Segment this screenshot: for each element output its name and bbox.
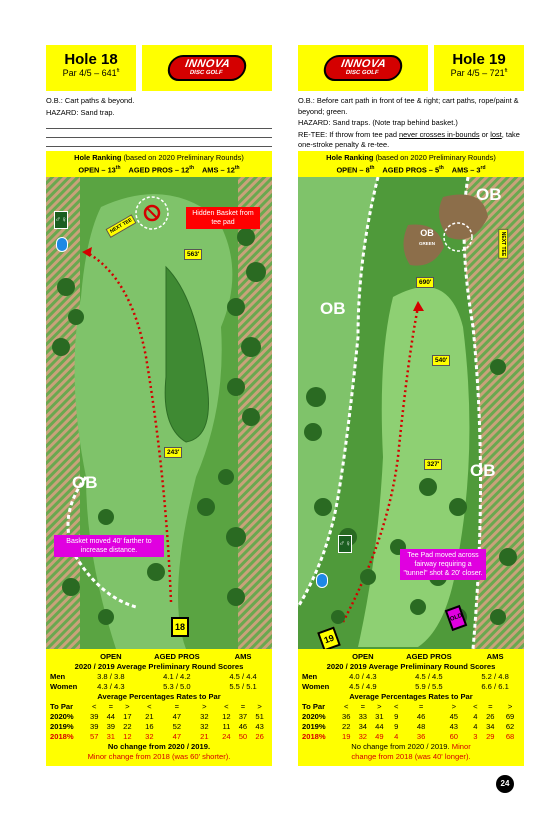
old-tee-pad: OLD: [445, 605, 468, 631]
rank-open: OPEN – 13: [78, 165, 116, 175]
hole-19-notes: [298, 96, 524, 151]
hole-19-stats: [298, 649, 524, 766]
hole-18-ranking: [46, 151, 272, 177]
col-ams: AMS: [234, 652, 252, 662]
hole-18-terrain: [46, 177, 272, 649]
water-icon: [56, 237, 68, 252]
women-aged: 5.3 / 5.0: [163, 682, 191, 692]
pct-cell: 9: [394, 722, 399, 732]
note-line: [46, 128, 272, 129]
note-line: [46, 137, 272, 138]
distance-563: 563': [184, 249, 202, 260]
pct-cell: 48: [416, 722, 426, 732]
pct-cell: 32: [145, 732, 154, 742]
women-label: Women: [302, 682, 330, 692]
pct-cell: 11: [222, 722, 231, 732]
rank-aged: AGED PROS – 12: [128, 165, 190, 175]
ranking-label: Hole Ranking: [74, 153, 122, 162]
tee-moved-note: Tee Pad moved across fairway requiring a "tunnel" shot & 20' closer.: [400, 549, 486, 580]
water-icon: [316, 573, 328, 588]
pct-cell: 60: [449, 732, 459, 742]
to-par-sym: >: [125, 702, 130, 712]
pct-cell: 39: [90, 712, 99, 722]
col-open: OPEN: [100, 652, 122, 662]
ob-label-right: OB: [470, 461, 496, 481]
hole-19-par: Par 4/5 – 721: [450, 68, 505, 78]
pct-cell: 34: [486, 722, 495, 732]
logo-word: INNOVA: [340, 58, 388, 70]
ranking-sub: (based on 2020 Preliminary Rounds): [123, 153, 244, 162]
to-par-sym: >: [507, 702, 513, 712]
hole-18-title: Hole 18: [64, 51, 118, 68]
pct-cell: 47: [172, 712, 182, 722]
rank-open: OPEN – 8: [336, 165, 370, 175]
to-par-sym: <: [344, 702, 349, 712]
pct-cell: 3: [473, 732, 478, 742]
pct-cell: 12: [123, 732, 132, 742]
hole-18-par-unit: ft: [116, 68, 120, 74]
pct-cell: 57: [90, 732, 99, 742]
innova-logo: [298, 45, 428, 91]
hole-19-header: [298, 45, 524, 91]
logo-sub: DISC GOLF: [345, 70, 379, 76]
pct-cell: 51: [255, 712, 264, 722]
pct-cell: 24: [222, 732, 231, 742]
hole-18-map: [46, 177, 272, 649]
pct-cell: 39: [90, 722, 99, 732]
men-ams: 4.5 / 4.4: [229, 672, 257, 682]
pct-cell: 43: [255, 722, 264, 732]
to-par-sym: =: [488, 702, 493, 712]
hole-18-hazard-note: HAZARD: Sand trap.: [46, 107, 115, 117]
ob-label: OB: [72, 473, 98, 493]
page-number: 24: [496, 775, 514, 793]
pct-cell: 9: [394, 712, 399, 722]
change-note-2: change from 2018 (was 40' longer).: [351, 752, 471, 762]
hole-19-ranking: [298, 151, 524, 177]
to-par-sym: <: [224, 702, 229, 712]
men-open: 4.0 / 4.3: [349, 672, 377, 682]
pct-cell: 4: [473, 712, 478, 722]
women-aged: 5.9 / 5.5: [415, 682, 443, 692]
men-label: Men: [50, 672, 66, 682]
men-aged: 4.5 / 4.5: [415, 672, 443, 682]
pct-cell: 45: [449, 712, 459, 722]
year-2019: 2019%: [50, 722, 74, 732]
logo-word: INNOVA: [184, 58, 232, 70]
hole-19-map: [298, 177, 524, 649]
men-aged: 4.1 / 4.2: [163, 672, 191, 682]
pct-cell: 52: [172, 722, 182, 732]
pct-cell: 50: [238, 732, 248, 742]
tee-pad-19: 19: [317, 627, 341, 649]
next-tee-sign: NEXT TEE: [498, 229, 508, 259]
rank-ams-sup: rd: [480, 165, 486, 171]
pct-cell: 22: [123, 722, 132, 732]
year-2020: 2020%: [302, 712, 326, 722]
year-2018: 2018%: [302, 732, 326, 742]
women-open: 4.5 / 4.9: [349, 682, 377, 692]
to-par-sym: <: [394, 702, 399, 712]
hole-19-card: [298, 45, 524, 766]
hole-18-ob-note: O.B.: Cart paths & beyond.: [46, 96, 135, 105]
pct-cell: 26: [255, 732, 264, 742]
year-2019: 2019%: [302, 722, 326, 732]
distance-540: 540': [432, 355, 450, 366]
hidden-basket-note: Hidden Basket from tee pad: [186, 207, 260, 229]
hole-18-header: [46, 45, 272, 91]
to-par-sym: =: [240, 702, 246, 712]
women-label: Women: [50, 682, 78, 692]
to-par-sym: <: [473, 702, 478, 712]
pct-cell: 46: [238, 722, 248, 732]
to-par-sym: >: [377, 702, 382, 712]
pct-cell: 32: [200, 712, 209, 722]
to-par-sym: <: [92, 702, 97, 712]
ob-label-top: OB: [476, 185, 502, 205]
col-aged: AGED PROS: [154, 652, 200, 662]
pct-cell: 36: [416, 732, 426, 742]
pct-cell: 69: [505, 712, 515, 722]
pct-cell: 29: [486, 732, 495, 742]
change-note-1: No change from 2020 / 2019. Minor: [351, 742, 471, 752]
tee-pad-18: 18: [171, 617, 189, 637]
pct-cell: 26: [486, 712, 495, 722]
ranking-sub: (based on 2020 Preliminary Rounds): [375, 153, 496, 162]
pct-cell: 16: [145, 722, 154, 732]
women-open: 4.3 / 4.3: [97, 682, 125, 692]
innova-logo: [142, 45, 272, 91]
pct-cell: 37: [238, 712, 248, 722]
hole-18-card: [46, 45, 272, 766]
to-par-sym: =: [108, 702, 114, 712]
col-aged: AGED PROS: [406, 652, 452, 662]
distance-243: 243': [164, 447, 182, 458]
women-ams: 6.6 / 6.1: [481, 682, 509, 692]
pct-cell: 21: [145, 712, 154, 722]
men-ams: 5.2 / 4.8: [481, 672, 509, 682]
hole-19-par-unit: ft: [504, 68, 508, 74]
distance-327: 327': [424, 459, 442, 470]
rank-ams-sup: th: [234, 165, 240, 171]
restroom-icon: ♂♀: [338, 535, 352, 553]
women-ams: 5.5 / 5.1: [229, 682, 257, 692]
to-par-sym: >: [257, 702, 262, 712]
pct-title: Average Percentages Rates to Par: [349, 692, 473, 702]
pct-cell: 31: [106, 732, 116, 742]
to-par-sym: >: [451, 702, 457, 712]
pct-cell: 19: [342, 732, 351, 742]
pct-cell: 17: [123, 712, 132, 722]
logo-sub: DISC GOLF: [189, 70, 223, 76]
rank-aged-sup: th: [189, 165, 195, 171]
change-note-1: No change from 2020 / 2019.: [107, 742, 211, 752]
pct-cell: 32: [358, 732, 368, 742]
to-par-sym: <: [147, 702, 152, 712]
col-ams: AMS: [486, 652, 504, 662]
rank-open-sup: th: [115, 165, 121, 171]
pct-cell: 4: [394, 732, 399, 742]
hole-19-title: Hole 19: [452, 51, 506, 68]
pct-cell: 68: [505, 732, 515, 742]
pct-cell: 31: [375, 712, 384, 722]
hole-19-title-box: [434, 45, 524, 91]
green-ob-label: OB GREEN: [418, 228, 435, 247]
basket-moved-note: Basket moved 40' farther to increase distance.: [54, 535, 164, 557]
pct-cell: 32: [200, 722, 209, 732]
next-tee-sign: NEXT TEE: [106, 215, 137, 239]
avg-title: 2020 / 2019 Average Preliminary Round Scores: [326, 662, 496, 672]
pct-cell: 21: [200, 732, 209, 742]
hole-18-title-box: [46, 45, 136, 91]
hole-19-retee-note: RE-TEE: If throw from tee pad never crosses in-bounds or lost, take one-stroke penalty & re-tee.: [298, 129, 520, 149]
year-2018: 2018%: [50, 732, 74, 742]
rank-open-sup: th: [369, 165, 375, 171]
pct-cell: 34: [358, 722, 368, 732]
hole-18-par: Par 4/5 – 641: [62, 68, 117, 78]
restroom-icon: ♂♀: [54, 211, 68, 229]
hole-18-stats: [46, 649, 272, 766]
hole-18-notes: [46, 96, 272, 151]
pct-cell: 33: [358, 712, 368, 722]
note-line: [46, 146, 272, 147]
ob-label-left: OB: [320, 299, 346, 319]
change-note-2: Minor change from 2018 (was 60' shorter).: [87, 752, 231, 762]
year-2020: 2020%: [50, 712, 74, 722]
pct-cell: 22: [342, 722, 351, 732]
pct-title: Average Percentages Rates to Par: [97, 692, 221, 702]
pct-cell: 4: [473, 722, 478, 732]
pct-cell: 44: [375, 722, 384, 732]
pct-cell: 43: [449, 722, 459, 732]
col-open: OPEN: [352, 652, 374, 662]
rank-aged-sup: th: [439, 165, 444, 171]
pct-cell: 39: [106, 722, 116, 732]
men-open: 3.8 / 3.8: [97, 672, 125, 682]
to-par-label: To Par: [302, 702, 326, 712]
ranking-label: Hole Ranking: [326, 153, 374, 162]
avg-title: 2020 / 2019 Average Preliminary Round Scores: [74, 662, 244, 672]
men-label: Men: [302, 672, 318, 682]
pct-cell: 49: [375, 732, 384, 742]
to-par-sym: >: [202, 702, 207, 712]
rank-ams: AMS – 3: [451, 165, 481, 175]
pct-cell: 47: [172, 732, 182, 742]
to-par-sym: =: [360, 702, 366, 712]
pct-cell: 62: [505, 722, 515, 732]
rank-ams: AMS – 12: [201, 165, 235, 175]
to-par-label: To Par: [50, 702, 74, 712]
hole-19-ob-note: O.B.: Before cart path in front of tee & right; cart paths, rope/paint & beyond; green.: [298, 96, 519, 116]
hole-19-hazard-note: HAZARD: Sand traps. (Note trap behind basket.): [298, 118, 458, 127]
pct-cell: 36: [342, 712, 351, 722]
pct-cell: 12: [222, 712, 231, 722]
distance-690: 690': [416, 277, 434, 288]
to-par-sym: =: [174, 702, 180, 712]
rank-aged: AGED PROS – 5: [382, 165, 440, 175]
to-par-sym: =: [418, 702, 424, 712]
pct-cell: 46: [416, 712, 426, 722]
pct-cell: 44: [106, 712, 116, 722]
